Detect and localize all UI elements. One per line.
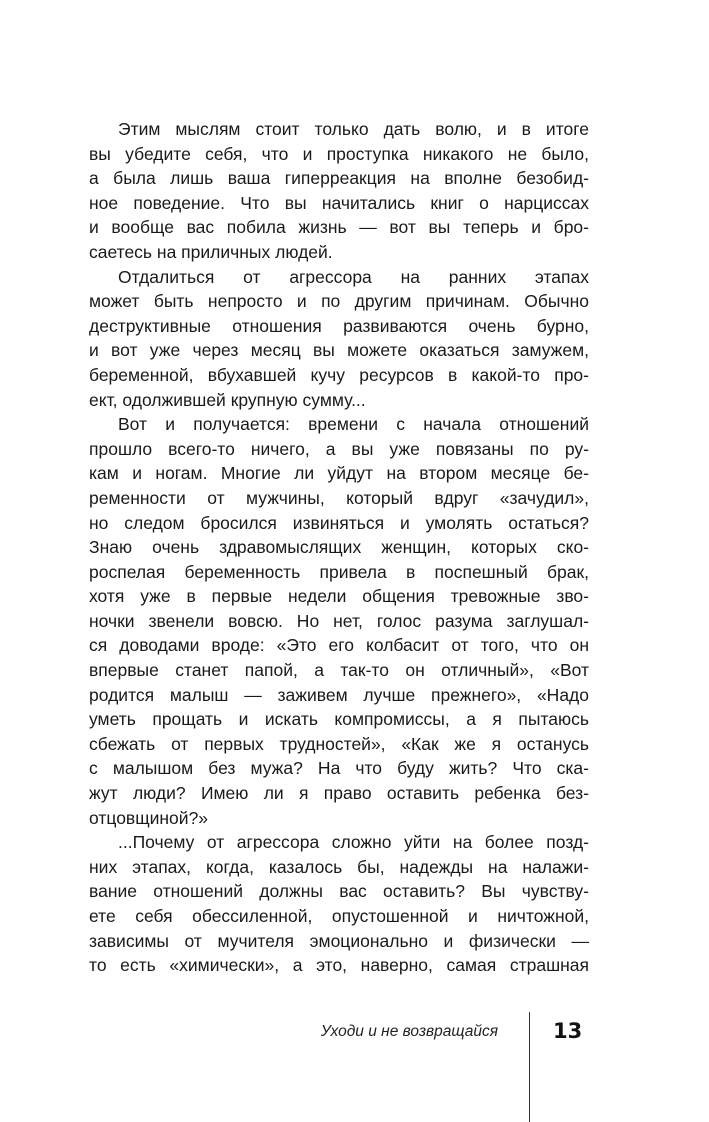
text-line: ете себя обессиленной, опустошенной и ничтожной, xyxy=(89,906,589,926)
text-line: и вот уже через месяц вы можете оказаться замужем, xyxy=(89,340,589,361)
text-line: прошло всего-то ничего, а вы уже повязаны по ру- xyxy=(89,438,589,459)
text-line: зависимы от мучителя эмоционально и физически — xyxy=(89,930,589,951)
text-line: Знаю очень здравомыслящих женщин, которых ско- xyxy=(89,537,589,558)
text-line: отцовщиной?» xyxy=(89,807,209,828)
text-line: ное поведение. Что вы начитались книг о нарциссах xyxy=(89,192,589,213)
text-line: вы убедите себя, что и проступка никакого не было, xyxy=(89,143,589,164)
text-line: саетесь на приличных людей. xyxy=(89,241,333,262)
paragraph xyxy=(89,265,589,413)
text-line: деструктивные отношения развиваются очень бурно, xyxy=(89,315,589,336)
text-line: ночки звенели вовсю. Но нет, голос разума заглушал- xyxy=(89,610,589,631)
page-number: 13 xyxy=(553,1019,583,1043)
text-line: ект, одолжившей крупную сумму... xyxy=(89,389,366,410)
paragraph xyxy=(89,412,589,830)
text-line: а была лишь ваша гиперреакция на вполне безобид- xyxy=(89,168,589,189)
text-line: роспелая беременность привела в поспешный брак, xyxy=(89,561,589,582)
text-line: кам и ногам. Многие ли уйдут на втором месяце бе- xyxy=(89,463,589,484)
text-line: ...Почему от агрессора сложно уйти на более позд- xyxy=(118,832,589,853)
body-text xyxy=(89,117,589,978)
text-line: и вообще вас побила жизнь — вот вы теперь и бро- xyxy=(89,217,589,238)
text-line: вание отношений должны вас оставить? Вы чувству- xyxy=(89,881,589,902)
paragraph xyxy=(89,830,589,978)
text-line: то есть «химически», а это, наверно, самая страшная xyxy=(89,955,589,976)
text-line: ременности от мужчины, который вдруг «зачудил», xyxy=(89,487,589,508)
text-line: жут люди? Имею ли я право оставить ребенка без- xyxy=(89,783,589,804)
text-line: уметь прощать и искать компромиссы, а я пытаюсь xyxy=(89,709,589,730)
text-line: Отдалиться от агрессора на ранних этапах xyxy=(118,266,589,287)
text-line: с малышом без мужа? На что буду жить? Что ска- xyxy=(89,758,589,779)
text-line: беременной, вбухавшей кучу ресурсов в какой-то про- xyxy=(89,364,589,385)
text-line: может быть непросто и по другим причинам. Обычно xyxy=(89,291,589,312)
text-line: них этапах, когда, казалось бы, надежды на налажи- xyxy=(89,856,589,877)
text-line: хотя уже в первые недели общения тревожные зво- xyxy=(89,586,589,607)
text-line: впервые станет папой, а так-то он отличный», «Вот xyxy=(89,660,589,681)
text-line: Вот и получается: времени с начала отношений xyxy=(118,414,589,435)
running-title: Уходи и не возвращайся xyxy=(320,1023,498,1040)
text-line: но следом бросился извиняться и умолять остаться? xyxy=(89,512,589,533)
footer-divider xyxy=(529,1012,530,1122)
text-line: сбежать от первых трудностей», «Как же я останусь xyxy=(89,733,589,754)
text-line: ся доводами вроде: «Это его колбасит от того, что он xyxy=(89,635,589,656)
text-line: Этим мыслям стоит только дать волю, и в итоге xyxy=(118,119,589,139)
paragraph xyxy=(89,117,589,265)
text-line: родится малыш — заживем лучше прежнего», «Надо xyxy=(89,684,589,705)
